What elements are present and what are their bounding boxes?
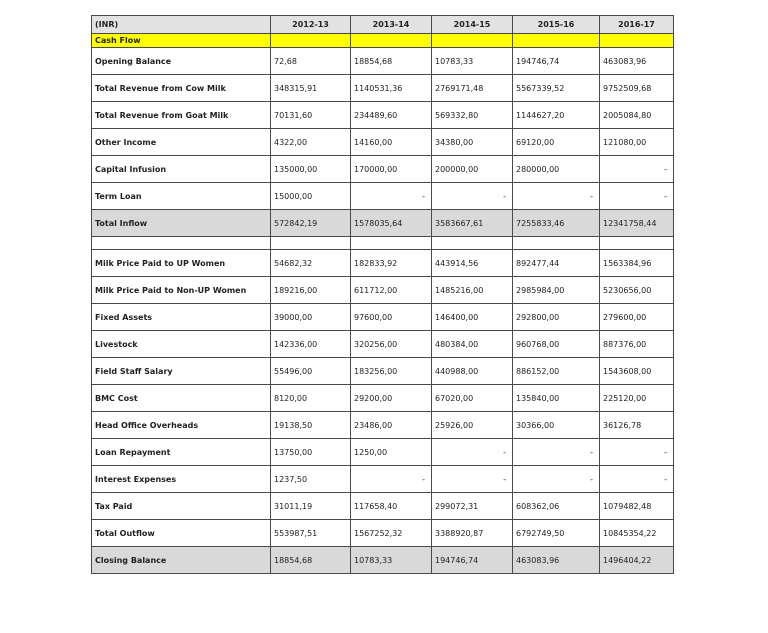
row-label: BMC Cost bbox=[92, 385, 271, 412]
value-cell: 182833,92 bbox=[351, 250, 432, 277]
value-cell: 553987,51 bbox=[271, 520, 351, 547]
value-cell: - bbox=[513, 183, 600, 210]
row-label: Term Loan bbox=[92, 183, 271, 210]
value-cell: 480384,00 bbox=[432, 331, 513, 358]
row-label: Closing Balance bbox=[92, 547, 271, 574]
row-label: Field Staff Salary bbox=[92, 358, 271, 385]
value-cell: 23486,00 bbox=[351, 412, 432, 439]
row-label: Other Income bbox=[92, 129, 271, 156]
value-cell: - bbox=[600, 466, 674, 493]
value-cell: 7255833,46 bbox=[513, 210, 600, 237]
cash-flow-sheet bbox=[91, 15, 674, 574]
value-cell: 200000,00 bbox=[432, 156, 513, 183]
row-label: Head Office Overheads bbox=[92, 412, 271, 439]
value-cell: 2005084,80 bbox=[600, 102, 674, 129]
value-cell: 25926,00 bbox=[432, 412, 513, 439]
value-cell: 569332,80 bbox=[432, 102, 513, 129]
spacer-row bbox=[92, 237, 674, 250]
value-cell: 9752509,68 bbox=[600, 75, 674, 102]
section-title: Cash Flow bbox=[92, 34, 271, 48]
row-label: Total Revenue from Goat Milk bbox=[92, 102, 271, 129]
value-cell: - bbox=[513, 466, 600, 493]
value-cell: 19138,50 bbox=[271, 412, 351, 439]
total-outflow-row bbox=[92, 520, 674, 547]
row-label: Loan Repayment bbox=[92, 439, 271, 466]
year-header: 2016-17 bbox=[600, 16, 674, 34]
value-cell: 135000,00 bbox=[271, 156, 351, 183]
value-cell: 1578035,64 bbox=[351, 210, 432, 237]
value-cell: - bbox=[432, 439, 513, 466]
inflow-row bbox=[92, 48, 674, 75]
year-header: 2015-16 bbox=[513, 16, 600, 34]
value-cell: 170000,00 bbox=[351, 156, 432, 183]
empty-cell bbox=[513, 34, 600, 48]
value-cell: 117658,40 bbox=[351, 493, 432, 520]
value-cell: 15000,00 bbox=[271, 183, 351, 210]
value-cell: - bbox=[600, 183, 674, 210]
value-cell: 2769171,48 bbox=[432, 75, 513, 102]
empty-cell bbox=[432, 237, 513, 250]
value-cell: 5567339,52 bbox=[513, 75, 600, 102]
currency-label: (INR) bbox=[92, 16, 271, 34]
value-cell: 1543608,00 bbox=[600, 358, 674, 385]
outflow-row bbox=[92, 493, 674, 520]
outflow-row bbox=[92, 466, 674, 493]
empty-cell bbox=[271, 237, 351, 250]
value-cell: 39000,00 bbox=[271, 304, 351, 331]
closing-balance-row bbox=[92, 547, 674, 574]
outflow-row bbox=[92, 412, 674, 439]
outflow-row bbox=[92, 358, 674, 385]
row-label: Livestock bbox=[92, 331, 271, 358]
empty-cell bbox=[271, 34, 351, 48]
value-cell: 1563384,96 bbox=[600, 250, 674, 277]
inflow-row bbox=[92, 129, 674, 156]
value-cell: 463083,96 bbox=[513, 547, 600, 574]
value-cell: 960768,00 bbox=[513, 331, 600, 358]
value-cell: 30366,00 bbox=[513, 412, 600, 439]
value-cell: 892477,44 bbox=[513, 250, 600, 277]
row-label: Opening Balance bbox=[92, 48, 271, 75]
value-cell: 72,68 bbox=[271, 48, 351, 75]
value-cell: 12341758,44 bbox=[600, 210, 674, 237]
value-cell: 1237,50 bbox=[271, 466, 351, 493]
outflow-row bbox=[92, 304, 674, 331]
value-cell: - bbox=[432, 183, 513, 210]
value-cell: 279600,00 bbox=[600, 304, 674, 331]
empty-cell bbox=[513, 237, 600, 250]
value-cell: 10783,33 bbox=[432, 48, 513, 75]
value-cell: 6792749,50 bbox=[513, 520, 600, 547]
year-header: 2012-13 bbox=[271, 16, 351, 34]
value-cell: 2985984,00 bbox=[513, 277, 600, 304]
value-cell: 36126,78 bbox=[600, 412, 674, 439]
value-cell: 225120,00 bbox=[600, 385, 674, 412]
value-cell: 18854,68 bbox=[351, 48, 432, 75]
empty-cell bbox=[351, 34, 432, 48]
empty-cell bbox=[432, 34, 513, 48]
inflow-row bbox=[92, 102, 674, 129]
value-cell: 3388920,87 bbox=[432, 520, 513, 547]
inflow-row bbox=[92, 183, 674, 210]
value-cell: 70131,60 bbox=[271, 102, 351, 129]
row-label: Capital Infusion bbox=[92, 156, 271, 183]
value-cell: 1140531,36 bbox=[351, 75, 432, 102]
value-cell: 13750,00 bbox=[271, 439, 351, 466]
value-cell: 14160,00 bbox=[351, 129, 432, 156]
value-cell: - bbox=[600, 439, 674, 466]
value-cell: 10845354,22 bbox=[600, 520, 674, 547]
value-cell: 8120,00 bbox=[271, 385, 351, 412]
row-label: Interest Expenses bbox=[92, 466, 271, 493]
value-cell: 29200,00 bbox=[351, 385, 432, 412]
total-inflow-row bbox=[92, 210, 674, 237]
value-cell: 10783,33 bbox=[351, 547, 432, 574]
value-cell: 280000,00 bbox=[513, 156, 600, 183]
value-cell: 1567252,32 bbox=[351, 520, 432, 547]
row-label: Milk Price Paid to Non-UP Women bbox=[92, 277, 271, 304]
empty-cell bbox=[351, 237, 432, 250]
inflow-row bbox=[92, 156, 674, 183]
value-cell: 31011,19 bbox=[271, 493, 351, 520]
value-cell: 299072,31 bbox=[432, 493, 513, 520]
value-cell: 886152,00 bbox=[513, 358, 600, 385]
value-cell: 3583667,61 bbox=[432, 210, 513, 237]
value-cell: 55496,00 bbox=[271, 358, 351, 385]
value-cell: 146400,00 bbox=[432, 304, 513, 331]
value-cell: 34380,00 bbox=[432, 129, 513, 156]
value-cell: 608362,06 bbox=[513, 493, 600, 520]
empty-cell bbox=[92, 237, 271, 250]
value-cell: 611712,00 bbox=[351, 277, 432, 304]
row-label: Tax Paid bbox=[92, 493, 271, 520]
empty-cell bbox=[600, 34, 674, 48]
row-label: Milk Price Paid to UP Women bbox=[92, 250, 271, 277]
value-cell: 1144627,20 bbox=[513, 102, 600, 129]
value-cell: 234489,60 bbox=[351, 102, 432, 129]
row-label: Total Inflow bbox=[92, 210, 271, 237]
value-cell: 183256,00 bbox=[351, 358, 432, 385]
value-cell: 194746,74 bbox=[513, 48, 600, 75]
row-label: Total Revenue from Cow Milk bbox=[92, 75, 271, 102]
inflow-row bbox=[92, 75, 674, 102]
value-cell: - bbox=[432, 466, 513, 493]
year-header: 2014-15 bbox=[432, 16, 513, 34]
value-cell: 135840,00 bbox=[513, 385, 600, 412]
value-cell: - bbox=[351, 183, 432, 210]
value-cell: 1485216,00 bbox=[432, 277, 513, 304]
value-cell: 1496404,22 bbox=[600, 547, 674, 574]
value-cell: 18854,68 bbox=[271, 547, 351, 574]
value-cell: 348315,91 bbox=[271, 75, 351, 102]
value-cell: - bbox=[351, 466, 432, 493]
outflow-row bbox=[92, 439, 674, 466]
value-cell: 463083,96 bbox=[600, 48, 674, 75]
value-cell: 67020,00 bbox=[432, 385, 513, 412]
value-cell: 4322,00 bbox=[271, 129, 351, 156]
value-cell: 887376,00 bbox=[600, 331, 674, 358]
row-label: Total Outflow bbox=[92, 520, 271, 547]
value-cell: 1250,00 bbox=[351, 439, 432, 466]
value-cell: - bbox=[600, 156, 674, 183]
year-header: 2013-14 bbox=[351, 16, 432, 34]
value-cell: 572842,19 bbox=[271, 210, 351, 237]
value-cell: 320256,00 bbox=[351, 331, 432, 358]
outflow-row bbox=[92, 331, 674, 358]
row-label: Fixed Assets bbox=[92, 304, 271, 331]
value-cell: 5230656,00 bbox=[600, 277, 674, 304]
cash-flow-table bbox=[91, 15, 674, 574]
value-cell: - bbox=[513, 439, 600, 466]
value-cell: 292800,00 bbox=[513, 304, 600, 331]
value-cell: 121080,00 bbox=[600, 129, 674, 156]
outflow-row bbox=[92, 277, 674, 304]
value-cell: 443914,56 bbox=[432, 250, 513, 277]
value-cell: 142336,00 bbox=[271, 331, 351, 358]
value-cell: 54682,32 bbox=[271, 250, 351, 277]
value-cell: 189216,00 bbox=[271, 277, 351, 304]
empty-cell bbox=[600, 237, 674, 250]
value-cell: 1079482,48 bbox=[600, 493, 674, 520]
value-cell: 440988,00 bbox=[432, 358, 513, 385]
header-row bbox=[92, 16, 674, 34]
section-title-row bbox=[92, 34, 674, 48]
outflow-row bbox=[92, 385, 674, 412]
value-cell: 69120,00 bbox=[513, 129, 600, 156]
value-cell: 194746,74 bbox=[432, 547, 513, 574]
outflow-row bbox=[92, 250, 674, 277]
value-cell: 97600,00 bbox=[351, 304, 432, 331]
